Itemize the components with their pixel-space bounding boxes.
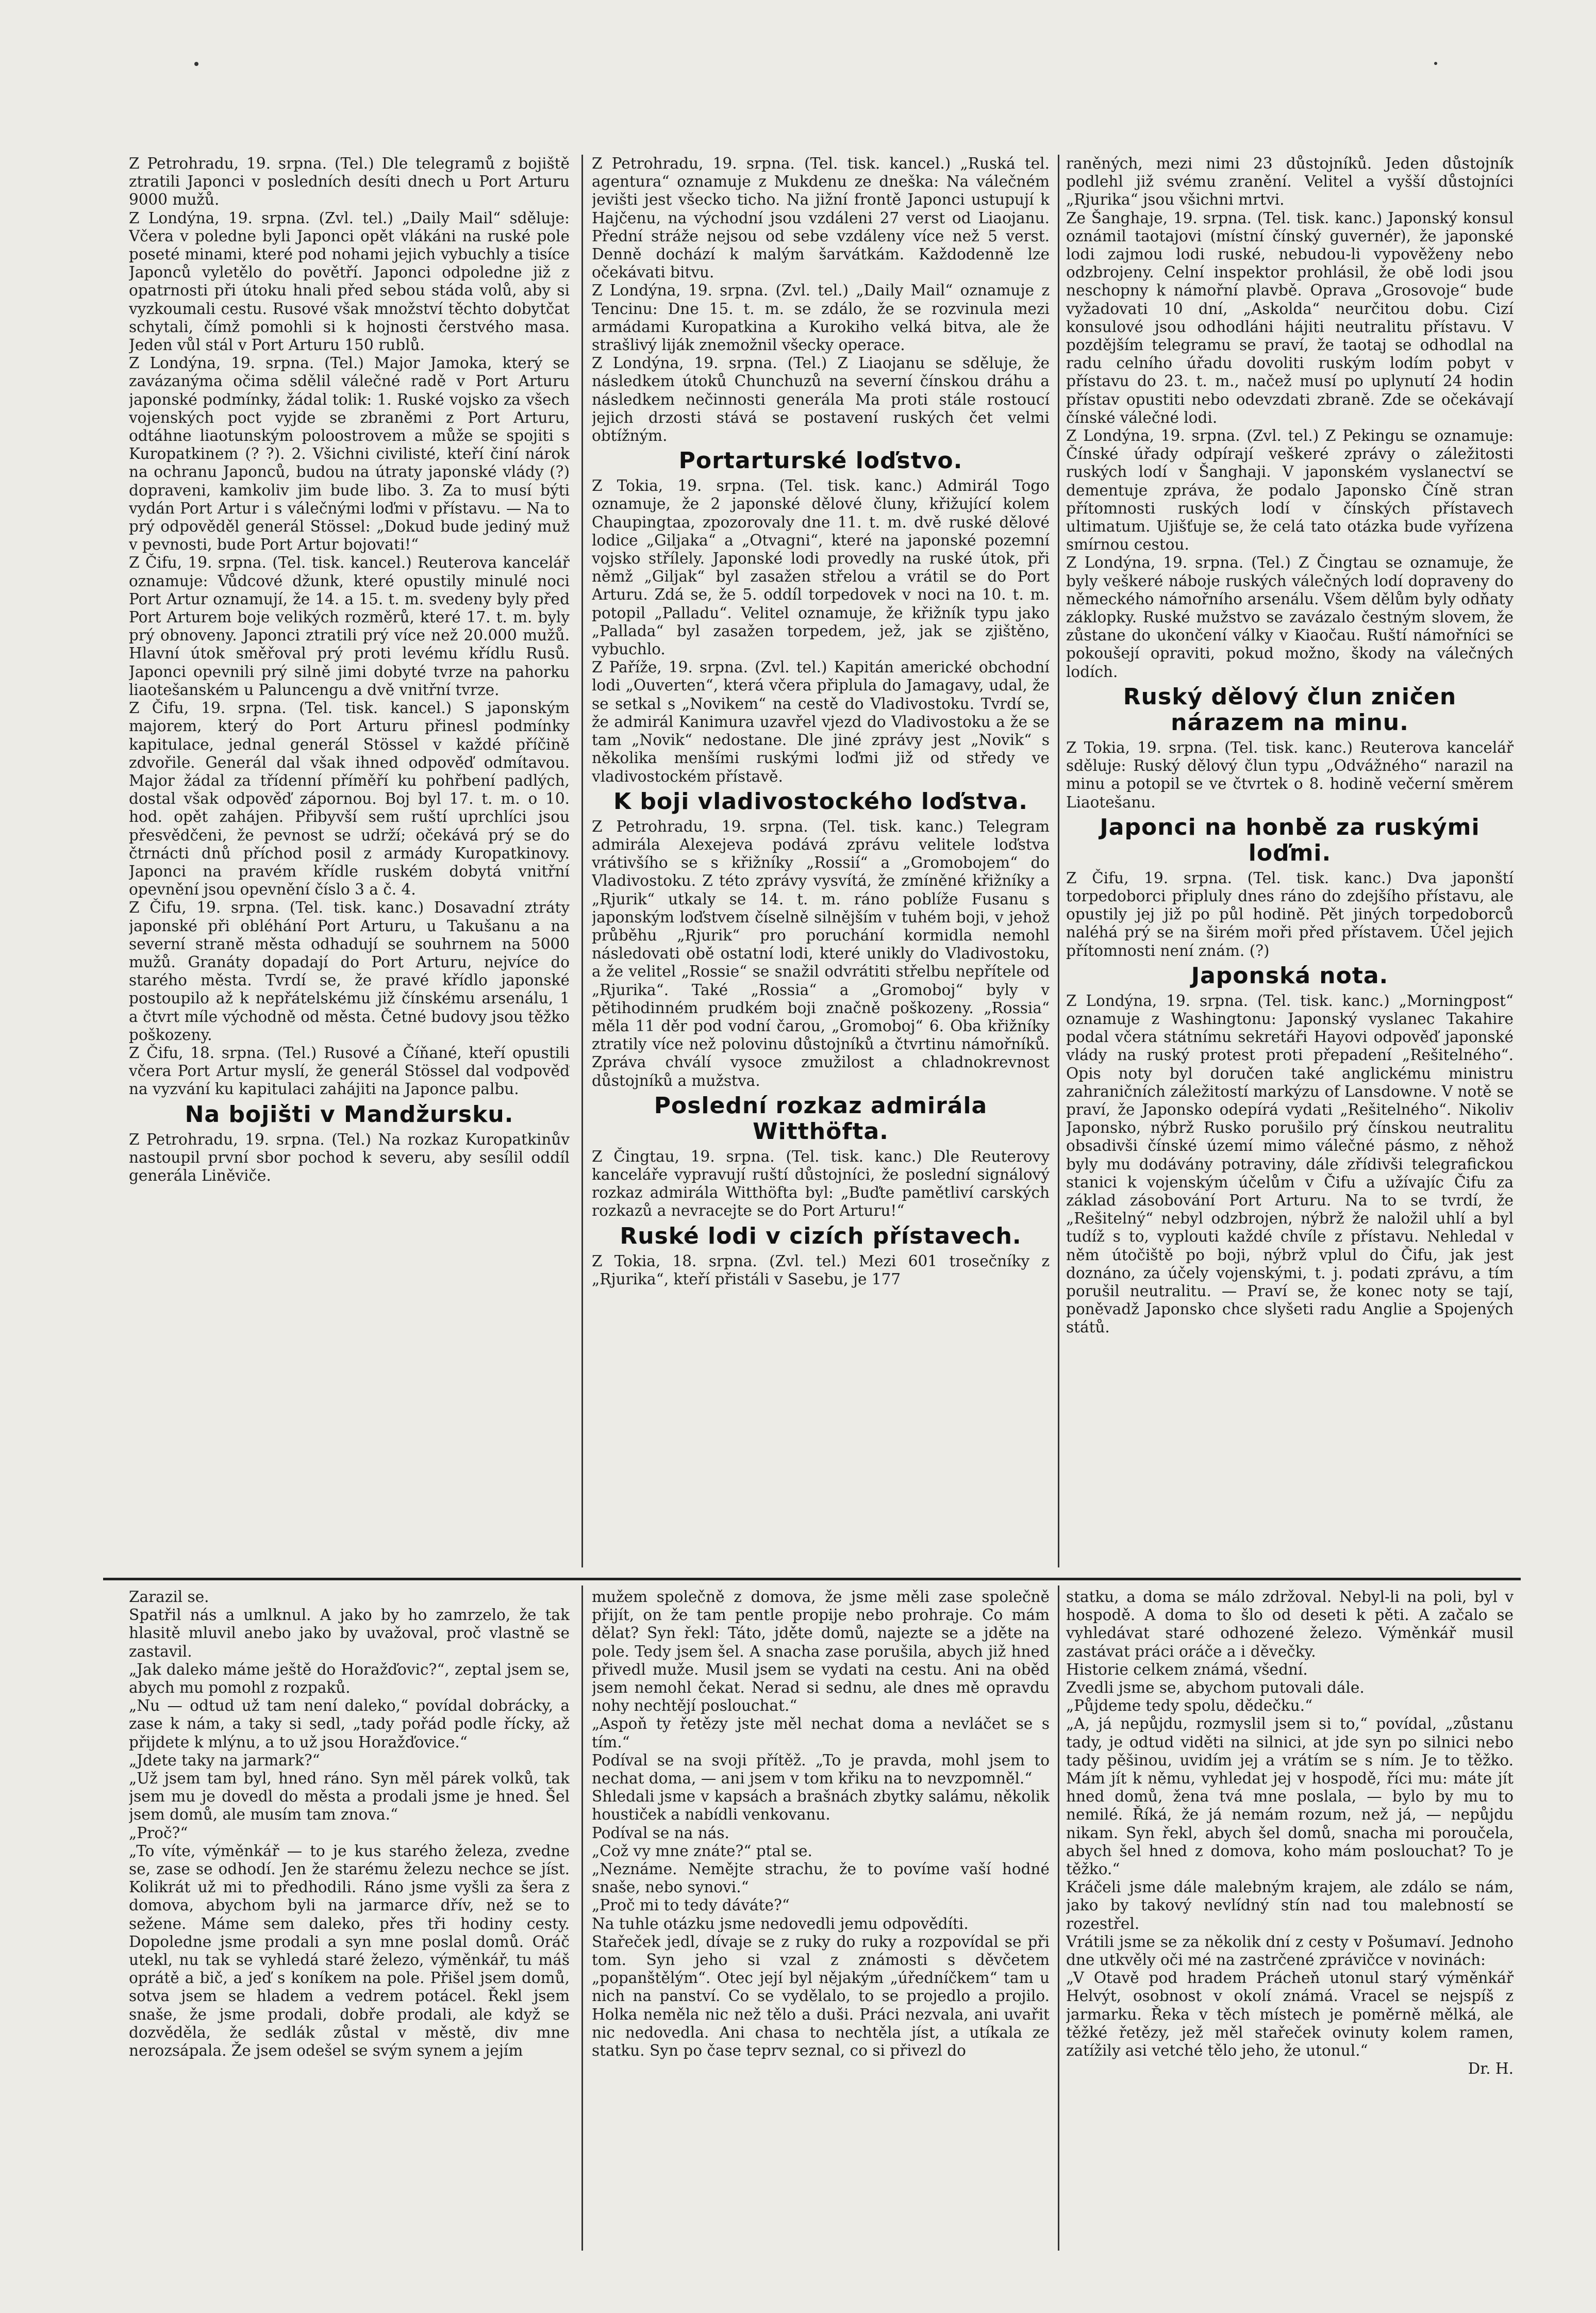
article-paragraph: statku, a doma se málo zdržoval. Nebyl-li na poli, byl v hospodě. A doma to šlo od deseti k pěti. A začalo se vyhledávat staré odhozené železo. Výměnkář musil zastávat práci oráče a i děvečky. [1066, 1588, 1514, 1660]
article-paragraph: Z Londýna, 19. srpna. (Zvl. tel.) Z Pekingu se oznamuje: Čínské úřady odpírají veškeré zprávy o záležitosti ruských lodí v Šanghaji. V japonském vyslanectví se dementuje zpráva, že podalo Japonsko Číně stran přítomnosti ruských lodí v čínských přístavech ultimatum. Ujišťuje se, že celá tato otázka bude vyřízena smírnou cestou. [1066, 427, 1514, 554]
article-paragraph: Z Tokia, 19. srpna. (Tel. tisk. kanc.) Reuterova kancelář sděluje: Ruský dělový člun typu „Odvážného“ narazil na minu a potopil se ve čtvrtek o 8. hodině večerní směrem Liaotešanu. [1066, 738, 1514, 811]
article-paragraph: „To víte, výměnkář — to je kus starého železa, zvedne se, zase se odhodí. Jen že starému železu nechce se jíst. Kolikrát už mi to předhodili. Ráno jsme vyšli za šera z domova, abychom byli na jarmarce dřív, než se to sežene. Máme sem daleko, přes tři hodiny cesty. Dopoledne jsme prodali a syn mne poslal domů. Oráč utekl, nu tak se vyhledá staré železo, výměnkář, tu máš oprátě a bič, a jeď s koníkem na pole. Přišel jsem domů, sotva jsem se hladem a vedrem potácel. Řekl jsem snaše, že jsme prodali, dobře prodali, ale když se dozvěděla, že sedlák zůstal v městě, div mne nerozsápala. Že jsem odešel se svým synem a jejím [129, 1842, 570, 2060]
section-separator [103, 1578, 1521, 1580]
article-paragraph: Zarazil se. [129, 1588, 209, 1606]
section-heading: K boji vladivostockého loďstva. [613, 788, 1028, 815]
article-paragraph: Z Čifu, 19. srpna. (Tel. tisk. kancel.) S japonským majorem, který do Port Arturu přinesl podmínky kapitulace, jednal generál Stössel v každé příčině zdvořile. Generál dal však ihned odpověď odmítavou. Major žádal za třídenní příměří ku pohřbení padlých, dostal však odpověď zápornou. Boj byl 17. t. m. o 10. hod. opět zahájen. Přibyvší sem ruští uprchlíci jsou přesvědčeni, že pevnost se udrží; očekává prý se do čtrnácti dnů příchod posil z armády Kuropatkinovy. Japonci na pravém křídle ruském dobytá vnitřní opevnění jsou opevnění číslo 3 a č. 4. [129, 699, 570, 899]
article-paragraph: Shledali jsme v kapsách a brašnách zbytky salámu, několik houstiček a nabídli venkovanu. [592, 1788, 1050, 1824]
article-paragraph: „Jdete taky na jarmark?“ [129, 1751, 320, 1769]
feuilleton-column-2 [592, 1588, 1050, 2251]
news-column-2 [592, 155, 1050, 1566]
article-paragraph: Z Čifu, 18. srpna. (Tel.) Rusové a Číňané, kteří opustili včera Port Artur myslí, že generál Stössel dal vodpověď na vyzvání ku kapitulaci zahájiti na Japonce palbu. [129, 1044, 570, 1098]
section-heading: Japonská nota. [1191, 962, 1389, 989]
article-paragraph: Z Paříže, 19. srpna. (Zvl. tel.) Kapitán americké obchodní lodi „Ouverten“, která včera připlula do Jamagavy, udal, že se setkal s „Novikem“ na cestě do Vladivostoku. Tvrdí se, že admirál Kanimura uzavřel vjezd do Vladivostoku a že se tam „Novik“ nedostane. Dle jiné zprávy jest „Novik“ s několika menšími ruskými loďmi již od středy ve vladivostockém přístavě. [592, 658, 1050, 785]
section-heading: Na bojišti v Mandžursku. [185, 1101, 514, 1128]
section-heading: Poslední rozkaz admirála Witthöfta. [654, 1092, 988, 1145]
article-paragraph: Z Londýna, 19. srpna. (Tel.) Major Jamoka, který se zavázanýma očima sdělil válečné radě v Port Arturu japonské podmínky, žádal tolik: 1. Ruské vojsko za všech vojenských poct vyjde se zbraněmi z Port Arturu, odtáhne liaotunským poloostrovem a může se spojiti s Kuropatkinem (? ?). 2. Všichni civilisté, kteří činí nárok na ochranu Japonců, budou na útraty japonské vlády (?) dopraveni, kamkoliv jim bude libo. 3. Za to musí býti vydán Port Artur i s válečnými loďmi v přístavu. — Na to prý odpověděl generál Stössel: „Dokud bude jediný muž v pevnosti, bude Port Artur bojovati!“ [129, 354, 570, 554]
column-rule [1058, 155, 1059, 1567]
article-paragraph: „Proč?“ [129, 1824, 188, 1842]
article-paragraph: Spatřil nás a umlknul. A jako by ho zamrzelo, že tak hlasitě mluvil anebo jako by uvažoval, proč vlastně se zastavil. [129, 1606, 570, 1660]
news-column-3 [1066, 155, 1514, 1566]
article-paragraph: „Nu — odtud už tam není daleko,“ povídal dobrácky, a zase k nám, a taky si sedl, „tady pořád podle řícky, až přijdete k mlýnu, a to už jsou Horažďovice.“ [129, 1697, 570, 1751]
article-paragraph: Z Petrohradu, 19. srpna. (Tel.) Na rozkaz Kuropatkinův nastoupil první sbor pochod k severu, aby sesílil oddíl generála Liněviče. [129, 1130, 570, 1184]
article-paragraph: „Aspoň ty řetězy jste měl nechat doma a nevláčet se s tím.“ [592, 1715, 1050, 1751]
section-heading: Japonci na honbě za ruskými loďmi. [1100, 814, 1480, 866]
section-heading: Ruské lodi v cizích přístavech. [620, 1222, 1022, 1249]
article-paragraph: Podíval se na nás. [592, 1824, 729, 1842]
article-paragraph: „Což vy mne znáte?“ ptal se. [592, 1842, 812, 1860]
article-paragraph: Z Londýna, 19. srpna. (Zvl. tel.) „Daily Mail“ oznamuje z Tencinu: Dne 15. t. m. se zdálo, že se rozvinula mezi armádami Kuropatkina a Kurokiho velká bitva, ale že strašlivý liják znemožnil všecky operace. [592, 282, 1050, 354]
article-paragraph: Zvedli jsme se, abychom putovali dále. [1066, 1679, 1365, 1697]
article-paragraph: Z Čingtau, 19. srpna. (Tel. tisk. kanc.) Dle Reuterovy kanceláře vypravují ruští důstojníci, že poslední signálový rozkaz admirála Witthöfta byl: „Buďte pamětliví carských rozkazů a nevracejte se do Port Arturu!“ [592, 1147, 1050, 1220]
article-paragraph: Na tuhle otázku jsme nedovedli jemu odpovědíti. [592, 1914, 969, 1932]
article-paragraph: Z Londýna, 19. srpna. (Zvl. tel.) „Daily Mail“ sděluje: Včera v poledne byli Japonci opět vlákáni na ruské pole poseté minami, které pod nohami jejich vybuchly a tisíce Japonců vyletělo do povětří. Japonci odpoledne již z opatrnosti při útoku hnali před sebou stáda volů, aby si vyzkoumali cestu. Rusové však množství těchto dobytčat schytali, čímž pomohli si k hojnosti čerstvého masa. Jeden vůl stál v Port Arturu 150 rublů. [129, 209, 570, 354]
news-column-1 [129, 155, 570, 1566]
section-heading: Portarturské loďstvo. [678, 448, 963, 474]
article-paragraph: Z Petrohradu, 19. srpna. (Tel. tisk. kanc.) Telegram admirála Alexejeva podává zprávu velitele loďstva vrátivšího se s křižníky „Rossií“ a „Gromobojem“ do Vladivostoku. Z této zprávy vysvítá, že zmíněné křižníky a „Rjurik“ utkaly se 14. t. m. ráno poblíže Fusanu s japonským loďstvem číselně silnějším v tuhém boji, v jehož průběhu „Rjurik“ pro poruchání kormidla nemohl následovati obě ostatní lodi, které unikly do Vladivostoku, a že velitel „Rossie“ se snažil odvrátiti střelbu nepřítele od „Rjurika“. Také „Rossia“ a „Gromoboj“ byly v pětihodinném prudkém boji značně poškozeny. „Rossia“ měla 11 děr pod vodní čarou, „Gromoboj“ 6. Oba křižníky ztratily více než polovinu důstojníků a čtvrtinu námořníků. Zpráva chválí vysoce zmužilost a chladnokrevnost důstojníků a mužstva. [592, 817, 1050, 1089]
article-paragraph: Vrátili jsme se za několik dní z cesty v Pošumaví. Jednoho dne utkvěly oči mé na zastrčené zprávičce v novinách: [1066, 1932, 1514, 1969]
article-paragraph: raněných, mezi nimi 23 důstojníků. Jeden důstojník podlehl již svému zranění. Velitel a vyšší důstojníci „Rjurika“ jsou všichni mrtvi. [1066, 155, 1514, 209]
article-paragraph: Z Londýna, 19. srpna. (Tel.) Z Liaojanu se sděluje, že následkem útoků Chunchuzů na severní čínskou dráhu a následkem nečinnosti generála Ma proti stále rostoucí jejich drzosti stává se postavení ruských čet velmi obtížným. [592, 354, 1050, 445]
print-speck [194, 62, 198, 66]
article-paragraph: „Neznáme. Nemějte strachu, že to povíme vaší hodné snaše, nebo synovi.“ [592, 1860, 1050, 1896]
article-paragraph: Z Čifu, 19. srpna. (Tel. tisk. kancel.) Reuterova kancelář oznamuje: Vůdcové džunk, které opustily minulé noci Port Artur oznamují, že 14. a 15. t. m. svedeny byly před Port Arturem boje velikých rozměrů, které 17. t. m. byly prý obnoveny. Japonci ztratili prý více než 20.000 mužů. Hlavní útok směřoval prý proti levému křídlu Rusů. Japonci opevnili prý silně jimi dobyté tvrze na pahorku liaotešanském u Paluncengu a dvě vnitřní tvrze. [129, 554, 570, 699]
article-paragraph: Z Londýna, 19. srpna. (Tel. tisk. kanc.) „Morningpost“ oznamuje z Washingtonu: Japonský vyslanec Takahire podal včera státnímu sekretáři Hayovi odpověď japonské vlády na ruský protest proti přepadení „Rešitelného“. Opis noty byl doručen také anglickému ministru zahraničních záležitostí markýzu of Lansdowne. V notě se praví, že Japonsko odepírá vydati „Rešitelného“. Nikoliv Japonsko, nýbrž Rusko porušilo prý čínskou neutralitu obsadivši čínské území mimo válečné pásmo, z něhož byly mu dodávány potraviny, dále zřídivši telegrafickou stanici k vojenským účelům v Čifu a užívajíc Čifu za základ zásobování Port Arturu. Na to se tvrdí, že „Rešitelný“ nebyl odzbrojen, nýbrž že naložil uhlí a byl tudíž s to, vyplouti každé chvíle z přístavu. Nehledal v něm útočiště po boji, nýbrž vplul do Čifu, jak jest doznáno, za účely vojenskými, t. j. podati zprávu, a tím porušil neutralitu. — Praví se, že konec noty se tají, poněvadž Japonsko chce slyšeti radu Anglie a Spojených států. [1066, 992, 1514, 1336]
column-rule [1058, 1585, 1059, 2251]
author-signature: Dr. H. [1468, 2060, 1514, 2078]
column-rule [581, 155, 583, 1567]
article-paragraph: „Proč mi to tedy dáváte?“ [592, 1896, 790, 1914]
print-speck [1434, 62, 1437, 65]
feuilleton-column-1 [129, 1588, 570, 2251]
column-rule [581, 1585, 583, 2251]
article-paragraph: Z Petrohradu, 19. srpna. (Tel. tisk. kancel.) „Ruská tel. agentura“ oznamuje z Mukdenu ze dneška: Na válečném jevišti jest všecko ticho. Na jižní frontě Japonci ustupují k Hajčenu, na východní jsou vzdáleni 27 verst od Liaojanu. Přední stráže nejsou od sebe vzdáleny více než 5 verst. Denně dochází k malým šarvátkám. Každodenně lze očekávati bitvu. [592, 155, 1050, 282]
article-paragraph: Z Petrohradu, 19. srpna. (Tel.) Dle telegramů z bojiště ztratili Japonci v posledních desíti dnech u Port Arturu 9000 mužů. [129, 155, 570, 209]
article-paragraph: „V Otavě pod hradem Prácheň utonul starý výměnkář Helvýt, osobnost v okolí známá. Vracel se nejspíš z jarmarku. Řeka v těch místech je poměrně mělká, ale těžké řetězy, jež měl stařeček ovinuty kolem ramen, zatížily asi vetché tělo jeho, že utonul.“ [1066, 1969, 1514, 2060]
article-paragraph: „Půjdeme tedy spolu, dědečku.“ [1066, 1697, 1313, 1715]
article-paragraph: Z Čifu, 19. srpna. (Tel. tisk. kanc.) Dosavadní ztráty japonské při obléhání Port Arturu, u Takušanu a na severní straně města odhadují se souhrnem na 5000 mužů. Granáty dopadají do Port Arturu, nejvíce do starého města. Tvrdí se, že pravé křídlo japonské postoupilo až k nepřátelskému již čínskému arsenálu, 1 a čtvrt míle východně od města. Četné budovy jsou těžko poškozeny. [129, 899, 570, 1044]
article-paragraph: „Už jsem tam byl, hned ráno. Syn měl párek volků, tak jsem mu je dovedl do města a prodali jsme je hned. Šel jsem domů, ale musím tam znova.“ [129, 1770, 570, 1824]
article-paragraph: Stařeček jedl, dívaje se z ruky do ruky a rozpovídal se při tom. Syn jeho si vzal z známosti s děvčetem „popanštělým“. Otec její byl nějakým „úředníčkem“ tam u nich na panství. Co se vydělalo, to se projedlo a projilo. Holka neměla nic než tělo a duši. Práci nezvala, ani uvařit nic nedovedla. Ani chasa to nechtěla jíst, a utíkala ze statku. Syn po čase teprv seznal, co si přivezl do [592, 1932, 1050, 2060]
article-paragraph: „Jak daleko máme ještě do Horažďovic?“, zeptal jsem se, abych mu pomohl z rozpaků. [129, 1660, 570, 1697]
article-paragraph: Kráčeli jsme dále malebným krajem, ale zdálo se nám, jako by takový nevlídný stín nad tou malebností se rozestřel. [1066, 1878, 1514, 1932]
article-paragraph: Podíval se na svoji přítěž. „To je pravda, mohl jsem to nechat doma, — ani jsem v tom křiku na to nevzpomněl.“ [592, 1751, 1050, 1788]
article-paragraph: „A, já nepůjdu, rozmyslil jsem si to,“ povídal, „zůstanu tady, je odtud viděti na silnici, at jde syn po silnici nebo tady pěšinou, uvidím jej a vrátím se s ním. Je to těžko. Mám jít k němu, vyhledat jej v hospodě, říci mu: máte jít hned domů, žena tvá mne poslala, — bylo by mu to nemilé. Říká, že já nemám rozum, než já, — nepůjdu nikam. Syn řekl, abych šel domů, snacha mi poroučela, abych šel hned z domova, koho mám poslouchat? To je těžko.“ [1066, 1715, 1514, 1878]
article-paragraph: Ze Šanghaje, 19. srpna. (Tel. tisk. kanc.) Japonský konsul oznámil taotajovi (místní čínský guvernér), že japonské lodi zajmou lodi ruské, nebudou-li vypověženy nebo odzbrojeny. Celní inspektor prohlásil, že obě lodi jsou neschopny k námořní plavbě. Oprava „Grosovoje“ bude vyžadovati 10 dní, „Askolda“ neurčitou dobu. Cizí konsulové jsou odhodláni hájiti neutralitu přístavu. V pozdějším telegramu se praví, že taotaj se odhodlal na radu celního úřadu dovoliti ruským lodím pobyt v přístavu do 23. t. m., načež musí po uplynutí 24 hodin přístav opustiti nebo odevzdati zbraně. Zde se očekávají čínské válečné lodi. [1066, 209, 1514, 426]
article-paragraph: Z Tokia, 18. srpna. (Zvl. tel.) Mezi 601 trosečníky z „Rjurika“, kteří přistáli v Sasebu, je 177 [592, 1252, 1050, 1288]
article-paragraph: Z Čifu, 19. srpna. (Tel. tisk. kanc.) Dva japonští torpedoborci připluly dnes ráno do zdejšího přístavu, ale opustily jej již po půl hodině. Pět jiných torpedoborců naléhá prý se na širém moři před přístavem. Účel jejich přítomnosti není znám. (?) [1066, 869, 1514, 960]
feuilleton-column-3 [1066, 1588, 1514, 2251]
article-paragraph: Z Londýna, 19. srpna. (Tel.) Z Čingtau se oznamuje, že byly veškeré náboje ruských válečných lodí dopraveny do německého námořního arsenálu. Všem dělům byly odňaty záklopky. Ruské mužstvo se zavázalo čestným slovem, že zůstane do ukončení války v Kiaočau. Ruští námořníci se pokoušejí opraviti, pokud možno, škody na válečných lodích. [1066, 554, 1514, 681]
article-paragraph: Historie celkem známá, všední. [1066, 1660, 1308, 1678]
article-paragraph: Z Tokia, 19. srpna. (Tel. tisk. kanc.) Admirál Togo oznamuje, že 2 japonské dělové čluny, křižující kolem Chaupingtaa, zpozorovaly dne 11. t. m. dvě ruské dělové lodice „Giljaka“ a „Otvagni“, které na japonské pozemní vojsko střílely. Japonské lodi provedly na ruské útok, při němž „Giljak“ byl zasažen střelou a vrátil se do Port Arturu. Zdá se, že 5. oddíl torpedovek v noci na 10. t. m. potopil „Palladu“. Velitel oznamuje, že křižník typu jako „Pallada“ byl zasažen torpedem, jež, jak se zjištěno, vybuchlo. [592, 477, 1050, 658]
article-paragraph: mužem společně z domova, že jsme měli zase společně přijít, on že tam pentle propije nebo prohraje. Co mám dělat? Syn řekl: Táto, jděte domů, najezte se a jděte na pole. Tedy jsem šel. A snacha zase porušila, abych již hned přivedl muže. Musil jsem se vydati na cestu. Ani na oběd jsem nemohl čekat. Nerad si sednu, ale dnes mě opravdu nohy nechtějí poslouchat.“ [592, 1588, 1050, 1715]
section-heading: Ruský dělový člun zničen nárazem na minu. [1123, 683, 1457, 736]
